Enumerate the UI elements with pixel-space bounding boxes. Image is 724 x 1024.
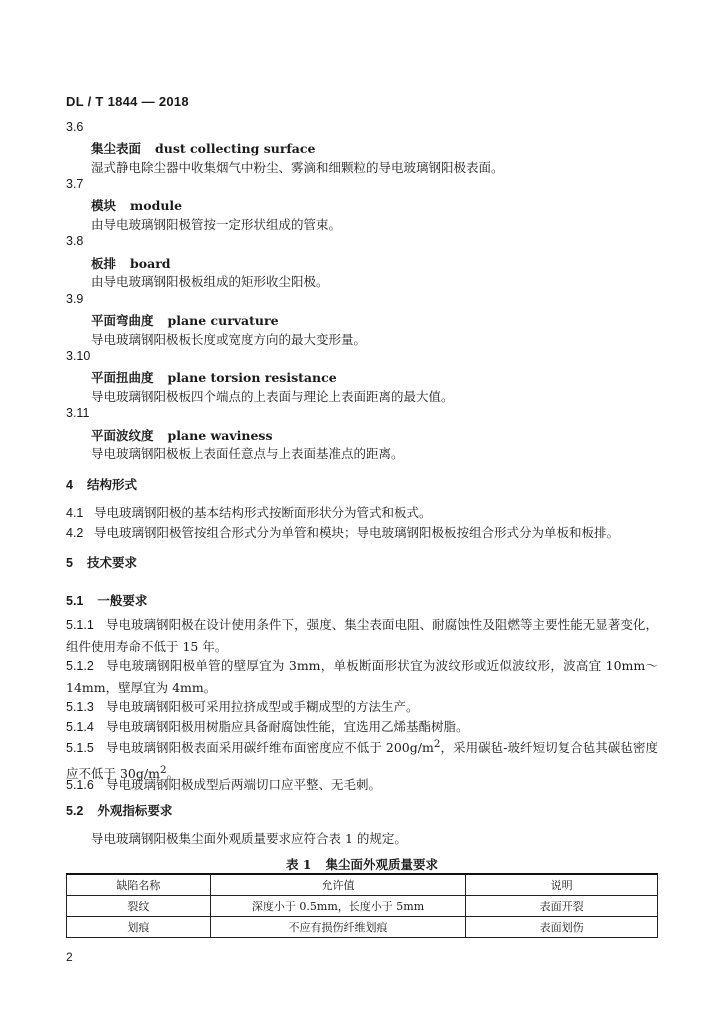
term-en: module bbox=[130, 198, 183, 213]
term-title bbox=[91, 196, 182, 214]
section-heading: 4 结构形式 bbox=[66, 477, 137, 492]
term-en: board bbox=[130, 256, 171, 271]
subsection-heading: 5.1 一般要求 bbox=[66, 593, 148, 608]
term-title bbox=[91, 311, 279, 329]
term-definition: 湿式静电除尘器中收集烟气中粉尘、雾滴和细颗粒的导电玻璃钢阳极表面。 bbox=[91, 160, 504, 175]
term-en: plane waviness bbox=[167, 428, 273, 443]
term-cn: 平面波纹度 bbox=[91, 428, 154, 443]
table-cell: 裂纹 bbox=[67, 896, 211, 917]
clause: 5.1.5 导电玻璃钢阳极表面采用碳纤维布面密度应不低于 $200g/m^2$，采用碳毡-玻纤短切复合毡其碳毡密度应不低于 $30g/m^2$。 bbox=[66, 738, 658, 782]
clause: 4.2 导电玻璃钢阳极管按组合形式分为单管和模块；导电玻璃钢阳极板按组合形式分为单板和板排。 bbox=[66, 525, 620, 540]
paragraph: 导电玻璃钢阳极集尘面外观质量要求应符合表 1 的规定。 bbox=[91, 831, 407, 846]
term-cn: 平面扭曲度 bbox=[91, 370, 154, 385]
table-cell: 表面开裂 bbox=[466, 896, 658, 917]
term-title bbox=[91, 139, 315, 157]
term-cn: 模块 bbox=[91, 198, 117, 213]
table-cell: 深度小于 0.5mm，长度小于 5mm bbox=[210, 896, 466, 917]
page-number: 2 bbox=[66, 950, 73, 964]
term-definition: 导电玻璃钢阳极板四个端点的上表面与理论上表面距离的最大值。 bbox=[91, 389, 454, 404]
table-cell: 划痕 bbox=[67, 917, 211, 938]
term-title bbox=[91, 254, 171, 272]
term-number: 3.10 bbox=[66, 349, 91, 363]
term-number: 3.9 bbox=[66, 292, 84, 306]
term-cn: 平面弯曲度 bbox=[91, 313, 154, 328]
term-definition: 导电玻璃钢阳极板上表面任意点与上表面基准点的距离。 bbox=[91, 446, 404, 461]
section-heading: 5 技术要求 bbox=[66, 555, 137, 570]
table-cell: 不应有损伤纤维划痕 bbox=[210, 917, 466, 938]
term-en: dust collecting surface bbox=[155, 141, 316, 156]
table-header-cell: 说明 bbox=[466, 874, 658, 896]
term-number: 3.8 bbox=[66, 234, 84, 248]
table-header-row bbox=[67, 874, 658, 896]
table-row bbox=[67, 917, 658, 938]
term-cn: 板排 bbox=[91, 256, 117, 271]
clause: 5.1.3 导电玻璃钢阳极可采用拉挤成型或手糊成型的方法生产。 bbox=[66, 699, 419, 714]
term-en: plane curvature bbox=[167, 313, 279, 328]
term-definition: 由导电玻璃钢阳极管按一定形状组成的管束。 bbox=[91, 217, 342, 232]
term-cn: 集尘表面 bbox=[91, 141, 142, 156]
term-definition: 由导电玻璃钢阳极板组成的矩形收尘阳极。 bbox=[91, 274, 329, 289]
quality-table bbox=[66, 873, 658, 938]
term-number: 3.6 bbox=[66, 120, 84, 134]
term-title bbox=[91, 426, 272, 444]
clause: 5.1.2 导电玻璃钢阳极单管的壁厚宜为 3mm，单板断面形状宜为波纹形或近似波纹形，波高宜 10mm～14mm，壁厚宜为 4mm。 bbox=[66, 658, 658, 695]
term-number: 3.11 bbox=[66, 406, 90, 420]
term-en: plane torsion resistance bbox=[167, 370, 337, 385]
table-cell: 表面划伤 bbox=[466, 917, 658, 938]
term-definition: 导电玻璃钢阳极板长度或宽度方向的最大变形量。 bbox=[91, 332, 367, 347]
clause: 5.1.6 导电玻璃钢阳极成型后两端切口应平整、无毛刺。 bbox=[66, 777, 382, 792]
table-row bbox=[67, 896, 658, 917]
clause: 5.1.1 导电玻璃钢阳极在设计使用条件下，强度、集尘表面电阻、耐腐蚀性及阻燃等主要性能无显著变化，组件使用寿命不低于 15 年。 bbox=[66, 617, 658, 654]
table-header-cell: 允许值 bbox=[210, 874, 466, 896]
clause: 5.1.4 导电玻璃钢阳极用树脂应具备耐腐蚀性能，宜选用乙烯基酯树脂。 bbox=[66, 719, 469, 734]
term-number: 3.7 bbox=[66, 177, 84, 191]
term-title bbox=[91, 368, 337, 386]
table-caption: 表 1 集尘面外观质量要求 bbox=[285, 857, 439, 872]
table-header-cell: 缺陷名称 bbox=[67, 874, 211, 896]
document-header: DL / T 1844 — 2018 bbox=[66, 94, 189, 109]
clause: 4.1 导电玻璃钢阳极的基本结构形式按断面形状分为管式和板式。 bbox=[66, 505, 432, 520]
subsection-heading: 5.2 外观指标要求 bbox=[66, 803, 173, 818]
